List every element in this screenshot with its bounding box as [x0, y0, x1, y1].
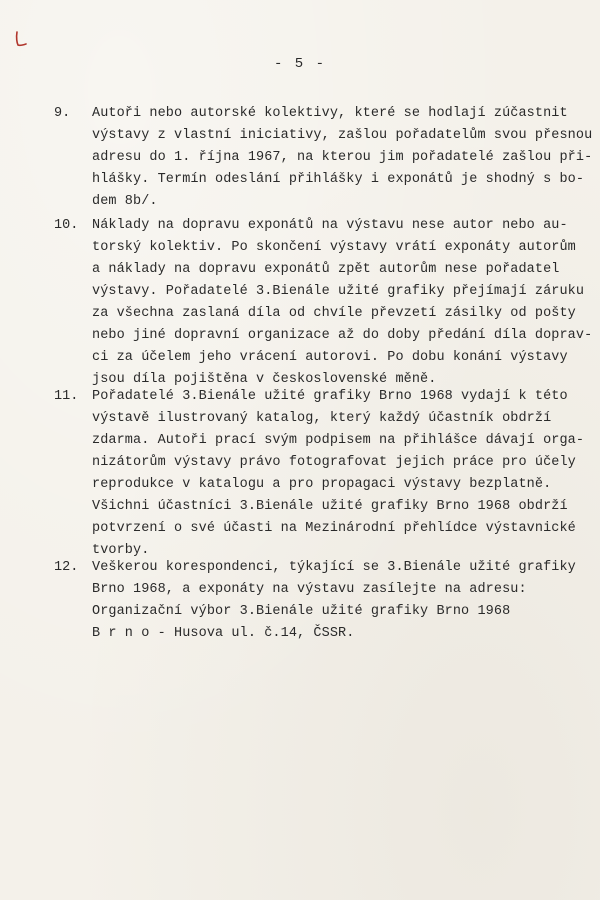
item-text [92, 557, 588, 645]
text-line: Všichni účastníci 3.Bienále užité grafiky Brno 1968 obdrží [92, 499, 568, 514]
text-line: za všechna zaslaná díla od chvíle převzetí zásilky od pošty [92, 306, 576, 321]
text-line: Brno 1968, a exponáty na výstavu zasílejte na adresu: [92, 582, 527, 597]
text-line: dem 8b/. [92, 194, 158, 209]
text-line: reprodukce v katalogu a pro propagaci výstavy bezplatně. [92, 477, 552, 492]
item-text [92, 103, 593, 213]
text-line: potvrzení o své účasti na Mezinárodní přehlídce výstavnické [92, 521, 576, 536]
text-line: ci za účelem jeho vrácení autorovi. Po dobu konání výstavy [92, 350, 568, 365]
text-line: Pořadatelé 3.Bienále užité grafiky Brno 1968 vydají k této [92, 389, 568, 404]
text-line: výstavy z vlastní iniciativy, zašlou pořadatelům svou přesnou [92, 128, 593, 143]
item-number: 12. [54, 560, 79, 575]
text-line: hlášky. Termín odeslání přihlášky i exponátů je shodný s bo- [92, 172, 585, 187]
text-line: adresu do 1. října 1967, na kterou jim pořadatelé zašlou při- [92, 150, 593, 165]
text-line: nizátorům výstavy právo fotografovat jejich práce pro účely [92, 455, 576, 470]
text-line: torský kolektiv. Po skončení výstavy vrátí exponáty autorům [92, 240, 576, 255]
text-line: Autoři nebo autorské kolektivy, které se hodlají zúčastnit [92, 106, 568, 121]
text-line: B r n o - Husova ul. č.14, ČSSR. [92, 626, 355, 641]
text-line: tvorby. [92, 543, 150, 558]
item-number: 11. [54, 389, 79, 404]
item-number: 9. [54, 106, 71, 121]
text-line: nebo jiné dopravní organizace až do doby předání díla doprav- [92, 328, 593, 343]
text-line: výstavy. Pořadatelé 3.Bienále užité grafiky přejímají záruku [92, 284, 585, 299]
text-line: zdarma. Autoři prací svým podpisem na přihlášce dávají orga- [92, 433, 585, 448]
item-number: 10. [54, 218, 79, 233]
item-text [92, 386, 588, 562]
text-line: Náklady na dopravu exponátů na výstavu nese autor nebo au- [92, 218, 568, 233]
text-line: Veškerou korespondenci, týkající se 3.Bienále užité grafiky [92, 560, 576, 575]
text-line: výstavě ilustrovaný katalog, který každý účastník obdrží [92, 411, 552, 426]
item-text [92, 215, 593, 391]
text-line: Organizační výbor 3.Bienále užité grafiky Brno 1968 [92, 604, 511, 619]
text-line: jsou díla pojištěna v československé měně. [92, 372, 437, 387]
page-number: - 5 - [273, 56, 326, 72]
text-line: a náklady na dopravu exponátů zpět autorům nese pořadatel [92, 262, 560, 277]
corner-pencil-mark [14, 30, 28, 48]
